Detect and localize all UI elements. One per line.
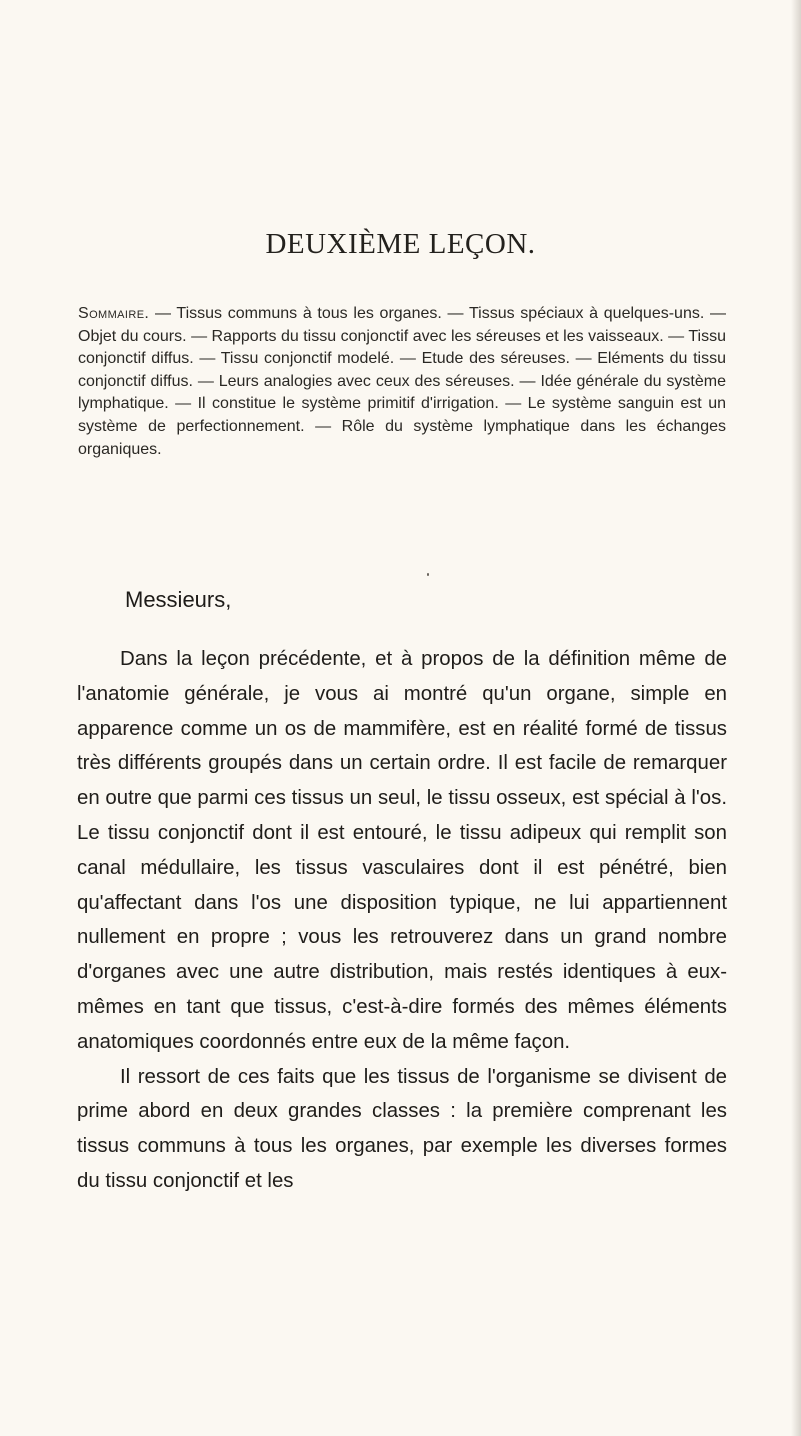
paragraph-1: Dans la leçon précédente, et à propos de la définition même de l'anatomie générale, je vous ai montré qu'un organe, simple en apparence comme un os de mammifère, est en réalité formé de tissus très différents groupés dans un certain ordre. Il est facile de remarquer en outre que parmi ces tissus un seul, le tissu osseux, est spécial à l'os. Le tissu conjonctif dont il est entouré, le tissu adipeux qui remplit son canal médullaire, les tissus vasculaires dont il est pénétré, bien qu'affectant dans l'os une disposition typique, ne lui appartiennent nullement en propre ; vous les retrouverez dans un grand nombre d'organes avec une autre distribution, mais restés identiques à eux-mêmes en tant que tissus, c'est-à-dire formés des mêmes éléments anatomiques coordonnés entre eux de la même façon. — [77, 648, 727, 1053]
summary-text: — Tissus communs à tous les organes. — Tissus spéciaux à quelques-uns. — Objet du cours. — Rapports du tissu conjonctif avec les séreuses et les vaisseaux. — Tissu conjonctif diffus. — Tissu conjonctif modelé. — Etude des séreuses. — Eléments du tissu conjonctif diffus. — Leurs analogies avec ceux des séreuses. — Idée générale du système lymphatique. — Il constitue le système primitif d'irrigation. — Le système sanguin est un système de perfectionnement. — Rôle du système lymphatique dans les échanges organiques. — [78, 305, 726, 458]
summary-block — [78, 303, 726, 461]
page-edge-shadow — [791, 0, 801, 1436]
body-text — [77, 642, 727, 1199]
summary-label: Sommaire. — [78, 305, 150, 322]
lesson-title: DEUXIÈME LEÇON. — [265, 228, 536, 260]
paragraph-2: Il ressort de ces faits que les tissus de l'organisme se divisent de prime abord en deux grandes classes : la première comprenant les tissus communs à tous les organes, par exemple les diverses formes du tissu conjonctif et les — [77, 1065, 727, 1192]
greeting: Messieurs, — [125, 587, 232, 612]
print-speck — [427, 573, 429, 576]
